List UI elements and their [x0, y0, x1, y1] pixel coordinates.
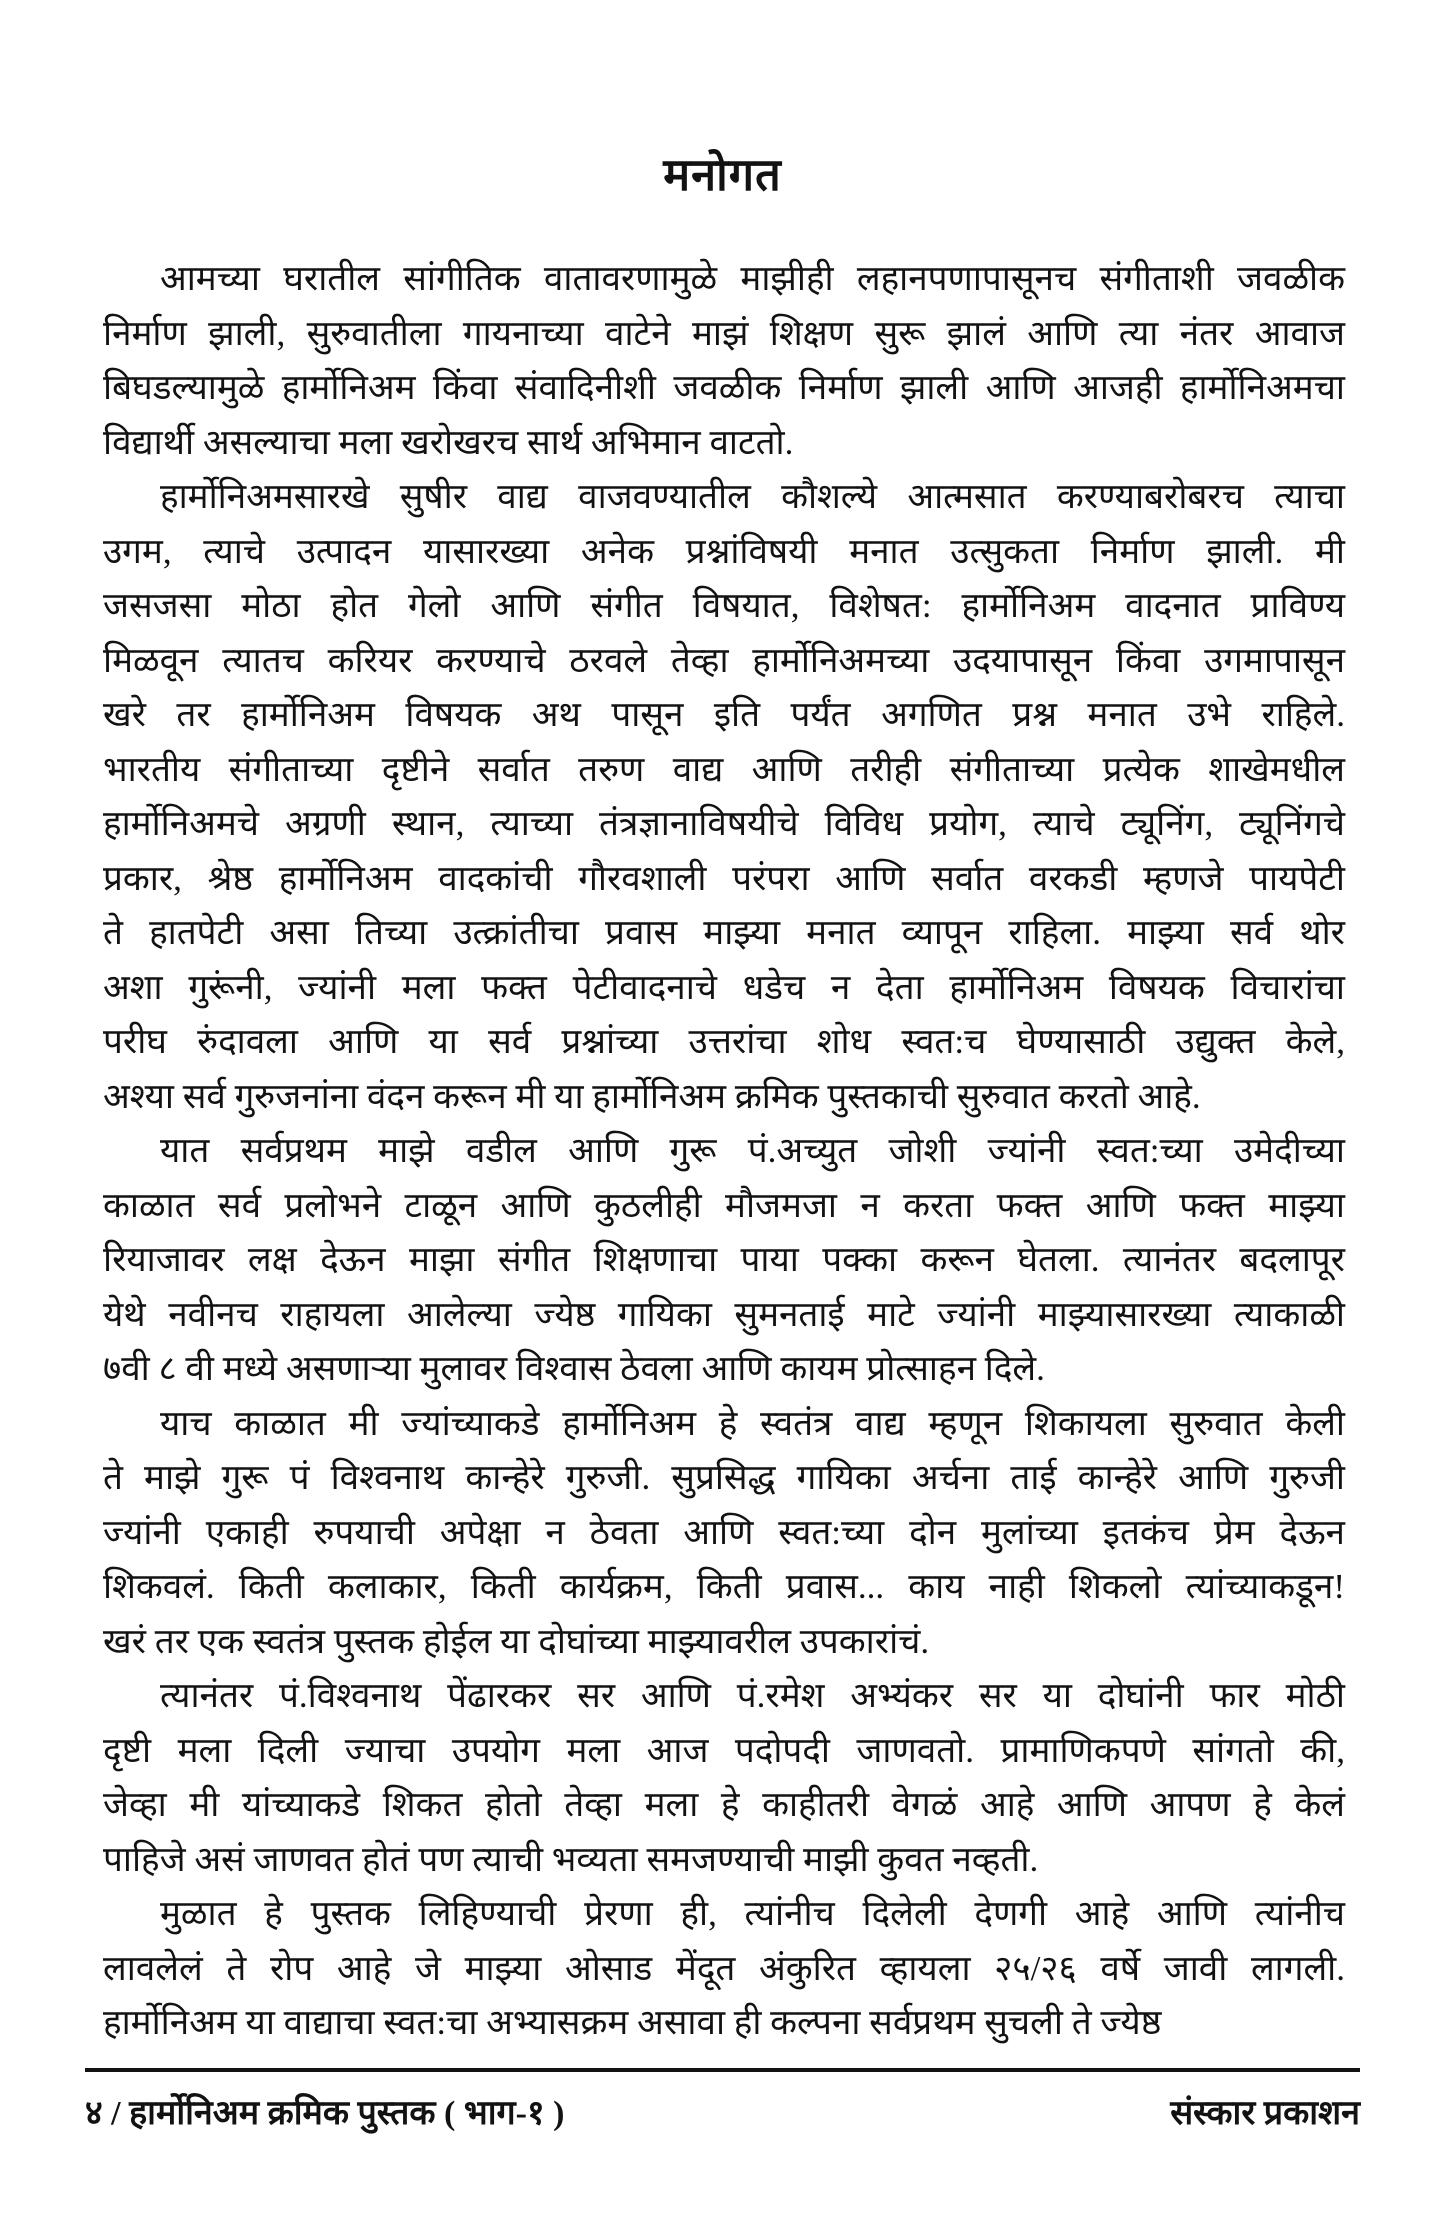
page-footer	[85, 2068, 1360, 2134]
footer-publisher: संस्कार प्रकाशन	[1170, 2095, 1360, 2132]
text-line: काळात सर्व प्रलोभने टाळून आणि कुठलीही मौजमजा न करता फक्त आणि फक्त माझ्या	[103, 1185, 1345, 1225]
text-line: मुळात हे पुस्तक लिहिण्याची प्रेरणा ही, त्यांनीच दिलेली देणगी आहे आणि त्यांनीच	[160, 1894, 1345, 1933]
text-line: ते हातपेटी असा तिच्या उत्क्रांतीचा प्रवास माझ्या मनात व्यापून राहिला. माझ्या सर्व थोर	[103, 913, 1345, 952]
text-line: येथे नवीनच राहायला आलेल्या ज्येष्ठ गायिका सुमनताई माटे ज्यांनी माझ्यासारख्या त्याकाळी	[103, 1294, 1345, 1334]
text-line: शिकवलं. किती कलाकार, किती कार्यक्रम, किती प्रवास... काय नाही शिकलो त्यांच्याकडून!	[103, 1567, 1345, 1606]
text-line: हार्मोनिअमसारखे सुषीर वाद्य वाजवण्यातील कौशल्ये आत्मसात करण्याबरोबरच त्याचा	[160, 477, 1345, 516]
text-line: ज्यांनी एकाही रुपयाची अपेक्षा न ठेवता आणि स्वत:च्या दोन मुलांच्या इतकंच प्रेम देऊन	[103, 1512, 1345, 1552]
paragraph	[103, 1124, 1345, 1397]
text-line: हार्मोनिअमचे अग्रणी स्थान, त्याच्या तंत्रज्ञानाविषयीचे विविध प्रयोग, त्याचे ट्यूनिंग, ट्यूनिंगचे	[103, 804, 1345, 843]
body-text	[103, 252, 1345, 2051]
text-line: भारतीय संगीताच्या दृष्टीने सर्वात तरुण वाद्य आणि तरीही संगीताच्या प्रत्येक शाखेमधील	[103, 749, 1345, 789]
text-line: अश्या सर्व गुरुजनांना वंदन करून मी या हार्मोनिअम क्रमिक पुस्तकाची सुरुवात करतो आहे.	[103, 1076, 1201, 1116]
text-line: जेव्हा मी यांच्याकडे शिकत होतो तेव्हा मला हे काहीतरी वेगळं आहे आणि आपण हे केलं	[103, 1785, 1345, 1824]
paragraph	[103, 470, 1345, 1124]
text-line: त्यानंतर पं.विश्वनाथ पेंढारकर सर आणि पं.रमेश अभ्यंकर सर या दोघांनी फार मोठी	[160, 1676, 1345, 1715]
text-line: बिघडल्यामुळे हार्मोनिअम किंवा संवादिनीशी जवळीक निर्माण झाली आणि आजही हार्मोनिअमचा	[103, 368, 1345, 407]
text-line: जसजसा मोठा होत गेलो आणि संगीत विषयात, विशेषत: हार्मोनिअम वादनात प्राविण्य	[103, 586, 1345, 625]
text-line: पाहिजे असं जाणवत होतं पण त्याची भव्यता समजण्याची माझी कुवत नव्हती.	[103, 1839, 1039, 1879]
text-line: ते माझे गुरू पं विश्वनाथ कान्हेरे गुरुजी. सुप्रसिद्ध गायिका अर्चना ताई कान्हेरे आणि गुरुजी	[103, 1458, 1345, 1497]
paragraph	[103, 1397, 1345, 1670]
paragraph	[103, 1669, 1345, 1887]
footer-book-info: ४ / हार्मोनिअम क्रमिक पुस्तक ( भाग-१ )	[85, 2095, 565, 2132]
text-line: रियाजावर लक्ष देऊन माझा संगीत शिक्षणाचा पाया पक्का करून घेतला. त्यानंतर बदलापूर	[103, 1240, 1345, 1279]
page-title: मनोगत	[663, 150, 782, 200]
text-line: उगम, त्याचे उत्पादन यासारख्या अनेक प्रश्नांविषयी मनात उत्सुकता निर्माण झाली. मी	[103, 531, 1345, 571]
text-line: विद्यार्थी असल्याचा मला खरोखरच सार्थ अभिमान वाटतो.	[103, 422, 794, 462]
text-line: याच काळात मी ज्यांच्याकडे हार्मोनिअम हे स्वतंत्र वाद्य म्हणून शिकायला सुरुवात केली	[160, 1403, 1345, 1443]
text-line: खरे तर हार्मोनिअम विषयक अथ पासून इति पर्यंत अगणित प्रश्न मनात उभे राहिले.	[103, 695, 1345, 734]
footer-row	[85, 2072, 1360, 2134]
text-line: खरं तर एक स्वतंत्र पुस्तक होईल या दोघांच्या माझ्यावरील उपकारांचं.	[103, 1621, 930, 1661]
text-line: हार्मोनिअम या वाद्याचा स्वत:चा अभ्यासक्रम असावा ही कल्पना सर्वप्रथम सुचली ते ज्येष्ठ	[103, 2003, 1162, 2042]
text-line: परीघ रुंदावला आणि या सर्व प्रश्नांच्या उत्तरांचा शोध स्वत:च घेण्यासाठी उद्युक्त केले,	[103, 1022, 1345, 1061]
text-line: लावलेलं ते रोप आहे जे माझ्या ओसाड मेंदूत अंकुरित व्हायला २५/२६ वर्षे जावी लागली.	[103, 1948, 1345, 1988]
paragraph	[103, 252, 1345, 470]
text-line: यात सर्वप्रथम माझे वडील आणि गुरू पं.अच्युत जोशी ज्यांनी स्वत:च्या उमेदीच्या	[160, 1131, 1345, 1170]
text-line: दृष्टी मला दिली ज्याचा उपयोग मला आज पदोपदी जाणवतो. प्रामाणिकपणे सांगतो की,	[103, 1730, 1345, 1770]
text-line: ७वी ८ वी मध्ये असणाऱ्या मुलावर विश्वास ठेवला आणि कायम प्रोत्साहन दिले.	[103, 1349, 1045, 1388]
text-line: अशा गुरूंनी, ज्यांनी मला फक्त पेटीवादनाचे धडेच न देता हार्मोनिअम विषयक विचारांचा	[103, 967, 1345, 1007]
text-line: आमच्या घरातील सांगीतिक वातावरणामुळे माझीही लहानपणापासूनच संगीताशी जवळीक	[160, 259, 1345, 298]
text-line: निर्माण झाली, सुरुवातीला गायनाच्या वाटेने माझं शिक्षण सुरू झालं आणि त्या नंतर आवाज	[103, 313, 1345, 353]
text-line: प्रकार, श्रेष्ठ हार्मोनिअम वादकांची गौरवशाली परंपरा आणि सर्वात वरकडी म्हणजे पायपेटी	[103, 858, 1345, 898]
paragraph	[103, 1887, 1345, 2051]
text-line: मिळवून त्यातच करियर करण्याचे ठरवले तेव्हा हार्मोनिअमच्या उदयापासून किंवा उगमापासून	[103, 640, 1345, 680]
